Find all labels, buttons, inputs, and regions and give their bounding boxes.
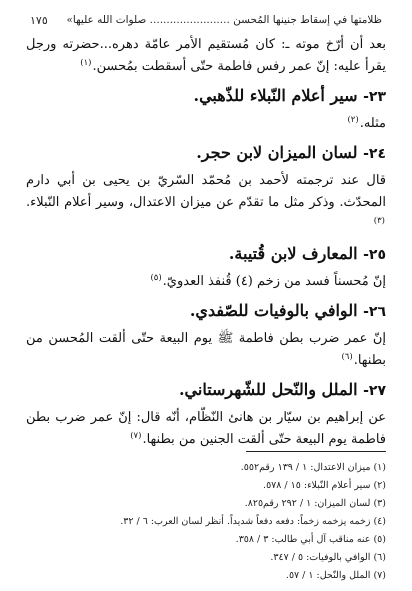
section-heading [26, 141, 386, 166]
heading-number: ٢٧- [363, 383, 386, 399]
footnote: (٦) الوافي بالوفيات: ٥ / ٣٤٧. [270, 552, 386, 563]
heading-text: سير أعلام النّبلاء للذّهبي. [193, 86, 358, 105]
paragraph [26, 271, 386, 293]
heading-text: المعارف لابن قُتيبة. [228, 244, 358, 263]
paragraph-text: إنّ عمر ضرب بطن فاطمة ﷺ يوم البيعة حتّى ألقت المُحسن من بطنها. [26, 331, 386, 368]
footnote-marker: (٦) [341, 351, 353, 362]
section-heading [26, 84, 386, 109]
paragraph [26, 170, 386, 236]
paragraph-text: عن إبراهيم بن سيّار بن هانئ النّظّام، أنّه قال: إنّ عمر ضرب بطن فاطمة يوم البيعة حتّى ألقت الجنين من بطنها. [26, 410, 386, 447]
heading-text: الملل والنّحل للشّهرستاني. [178, 380, 358, 399]
page-header [30, 10, 382, 30]
footnote-marker: (٢) [347, 114, 359, 125]
heading-number: ٢٣- [363, 89, 386, 105]
page-number: ١٧٥ [30, 13, 48, 27]
paragraph [26, 407, 386, 451]
section-heading [26, 242, 386, 267]
footnote-marker: (٣) [373, 215, 385, 226]
heading-number: ٢٤- [363, 146, 386, 162]
main-text [26, 34, 386, 457]
paragraph [26, 328, 386, 372]
footnote-marker: (٧) [130, 430, 142, 441]
footnote-marker: (١) [80, 57, 92, 68]
footnote: (٣) لسان الميزان: ١ / ٢٩٢ رقم٨٢٥. [244, 498, 386, 509]
footnote: (٢) سير أعلام النّبلاء: ١٥ / ٥٧٨. [263, 480, 386, 491]
running-title: ظلامتها في إسقاط جنينها المُحسن ........................ صلوات الله عليها» [66, 14, 382, 26]
paragraph [26, 34, 386, 78]
footnote-separator [246, 451, 386, 452]
paragraph [26, 113, 386, 135]
section-heading [26, 299, 386, 324]
footnote-marker: (٥) [150, 272, 162, 283]
footnotes [26, 459, 386, 585]
footnote: (١) ميزان الاعتدال: ١ / ١٣٩ رقم٥٥٢. [240, 462, 386, 473]
heading-text: لسان الميزان لابن حجر. [196, 143, 358, 162]
paragraph-text: مثله. [359, 116, 386, 131]
paragraph-text: قال عند ترجمته لأحمد بن مُحمّد السّريّ بن يحيى بن أبي دارم المحدّث. وذكر مثل ما تقدّم عن ميزان الاعتدال، وسير أعلام النّبلاء. [26, 173, 386, 210]
heading-number: ٢٥- [363, 247, 386, 263]
footnote: (٥) عنه مناقب آل أبي طالب: ٣ / ٣٥٨. [235, 534, 386, 545]
paragraph-text: إنّ مُحسناً فسد من زخم (٤) قُنفذ العدويّ. [162, 274, 386, 289]
section-heading [26, 378, 386, 403]
paragraph-text: بعد أن أرّخ موته ـ: كان مُستقيم الأمر عامّة دهره...حضرته ورجل يقرأ عليه: إنّ عمر رفس فاطمة حتّى أسقطت بمُحسن. [26, 37, 386, 74]
heading-number: ٢٦- [363, 304, 386, 320]
footnote: (٤) زخمه يزخمه زخماً: دفعه دفعاً شديداً. أنظر لسان العرب: ٦ / ٣٢. [120, 516, 386, 527]
heading-text: الوافي بالوفيات للصّفدي. [189, 301, 358, 320]
footnote: (٧) الملل والنّحل: ١ / ٥٧. [285, 570, 386, 581]
